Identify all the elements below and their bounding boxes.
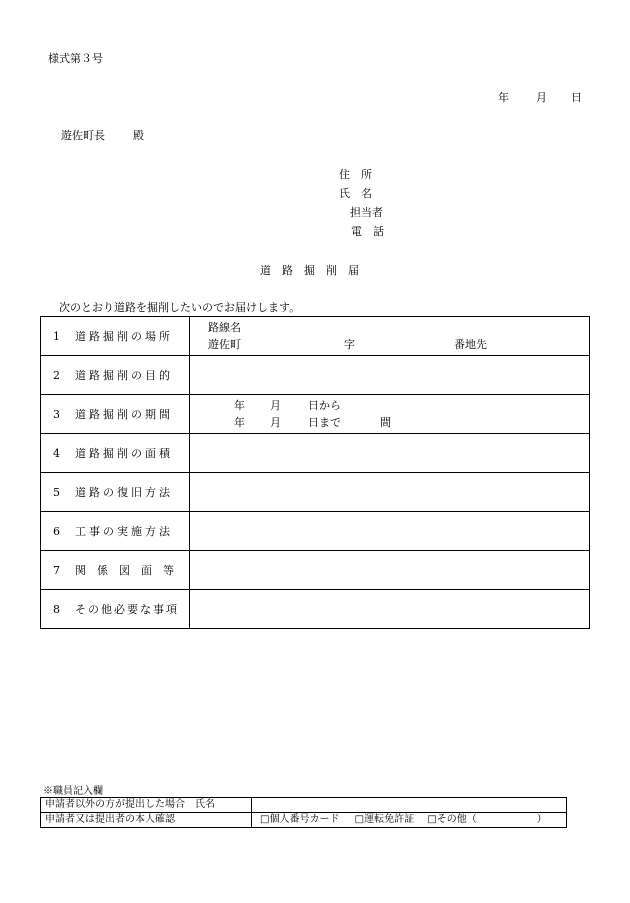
row-label: 6 工事の実施方法 [41, 512, 190, 551]
row-label: 4 道路掘削の面積 [41, 434, 190, 473]
period-from-label: 日から [308, 399, 341, 412]
table-row [41, 395, 590, 434]
location-field[interactable] [190, 317, 590, 356]
addressee-name: 遊佐町長 [61, 129, 105, 142]
row-label: 3 道路掘削の期間 [41, 395, 190, 434]
period-duration-label: 間 [380, 416, 391, 429]
period-to-label: 日まで [308, 416, 341, 429]
aza-label: 字 [344, 338, 355, 351]
staff-table [40, 797, 567, 828]
table-row [41, 317, 590, 356]
table-row [41, 356, 590, 395]
drawings-field[interactable] [190, 551, 590, 590]
period-field[interactable] [190, 395, 590, 434]
purpose-field[interactable] [190, 356, 590, 395]
row-label: 5 道路の復旧方法 [41, 473, 190, 512]
applicant-contact-label: 担当者 [350, 206, 383, 219]
application-table [40, 316, 590, 629]
applicant-phone-label: 電 話 [351, 225, 384, 238]
submitter-name-label: 申請者以外の方が提出した場合 氏名 [41, 798, 252, 813]
table-row [41, 512, 590, 551]
intro-text: 次のとおり道路を掘削したいのでお届けします。 [59, 301, 301, 314]
license-checkbox[interactable]: □運転免許証 [354, 814, 415, 825]
period-from-month: 月 [270, 399, 281, 412]
document-title: 道 路 掘 削 届 [260, 264, 359, 277]
row-label: 8 その他必要な事項 [41, 590, 190, 629]
period-from-year: 年 [234, 399, 245, 412]
submitter-name-field[interactable] [252, 798, 567, 813]
row-label: 1 道路掘削の場所 [41, 317, 190, 356]
route-name-label: 路線名 [208, 321, 241, 334]
date-month-label: 月 [536, 91, 547, 104]
row-label: 2 道路掘削の目的 [41, 356, 190, 395]
identity-check-label: 申請者又は提出者の本人確認 [41, 813, 252, 828]
mynumber-checkbox[interactable]: □個人番号カード [260, 814, 340, 825]
applicant-address-label: 住 所 [339, 168, 372, 181]
table-row [41, 473, 590, 512]
table-row [41, 551, 590, 590]
addressee-honorific: 殿 [133, 129, 144, 142]
period-to-year: 年 [234, 416, 245, 429]
row-label: 7 関 係 図 面 等 [41, 551, 190, 590]
form-number: 様式第３号 [48, 52, 103, 65]
table-row [41, 813, 567, 828]
applicant-name-label: 氏 名 [339, 187, 372, 200]
banchi-label: 番地先 [454, 338, 487, 351]
table-row [41, 434, 590, 473]
other-matters-field[interactable] [190, 590, 590, 629]
period-to-month: 月 [270, 416, 281, 429]
date-year-label: 年 [498, 91, 509, 104]
table-row [41, 798, 567, 813]
restoration-field[interactable] [190, 473, 590, 512]
staff-section-header: ※職員記入欄 [43, 786, 103, 797]
method-field[interactable] [190, 512, 590, 551]
identity-options [252, 813, 567, 828]
area-field[interactable] [190, 434, 590, 473]
table-row [41, 590, 590, 629]
date-day-label: 日 [571, 91, 582, 104]
town-label: 遊佐町 [208, 338, 241, 351]
other-checkbox[interactable]: □その他（ ） [427, 814, 547, 825]
